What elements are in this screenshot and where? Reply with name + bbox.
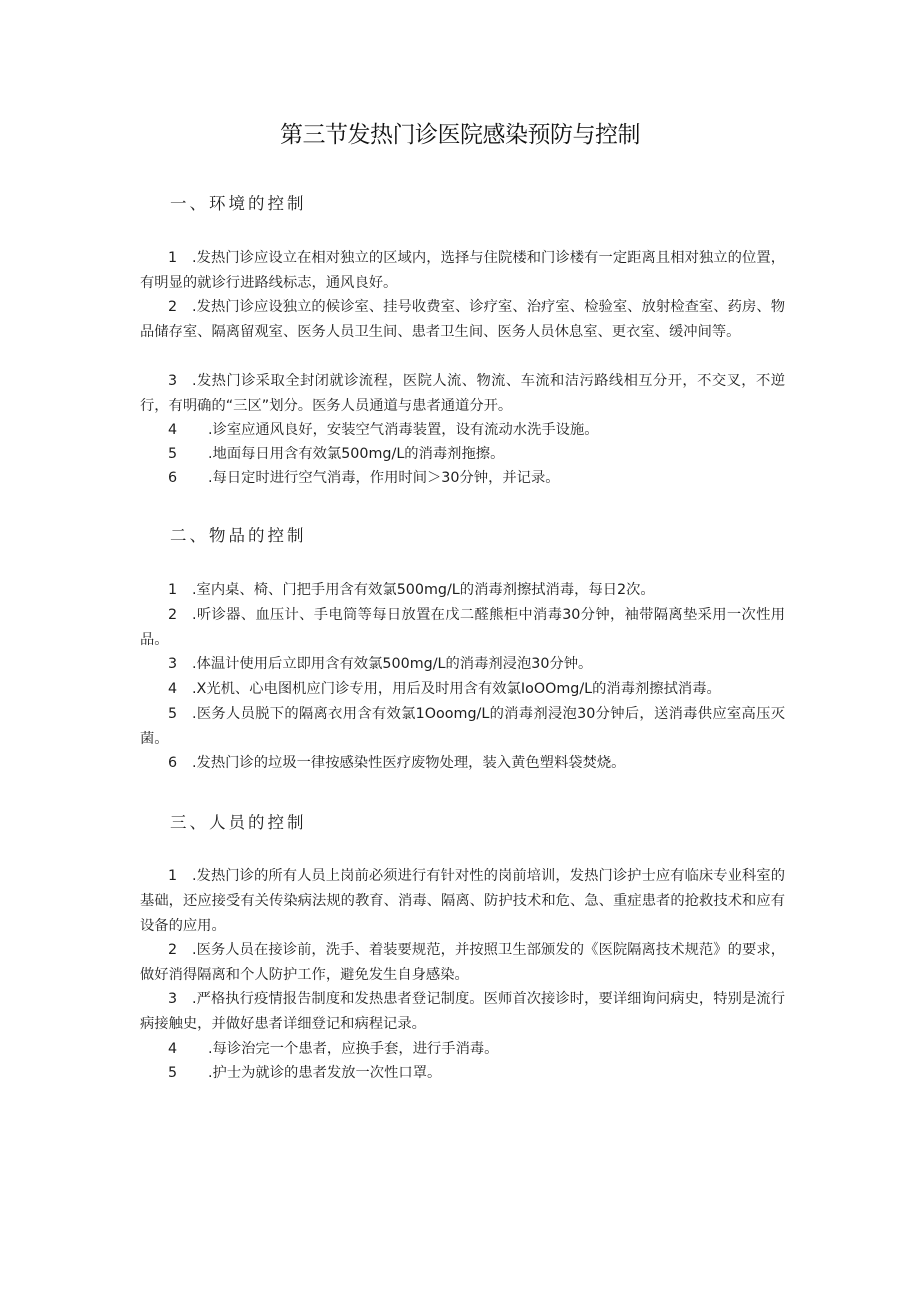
item-number: 5 bbox=[168, 1065, 178, 1081]
item-text: .护士为就诊的患者发放一次性口罩。 bbox=[208, 1065, 442, 1081]
item-text: .室内桌、椅、门把手用含有效氯500mg∕L的消毒剂擦拭消毒，每日2次。 bbox=[192, 582, 655, 598]
list-item bbox=[140, 1037, 785, 1062]
list-item bbox=[140, 751, 785, 776]
list-item bbox=[140, 578, 785, 603]
item-number: 2 bbox=[168, 607, 178, 623]
list-item bbox=[140, 295, 785, 345]
list-item bbox=[140, 652, 785, 677]
item-text: .诊室应通风良好，安装空气消毒装置，设有流动水洗手设施。 bbox=[208, 422, 599, 438]
list-item bbox=[140, 418, 785, 443]
item-text: .发热门诊应设立在相对独立的区域内，选择与住院楼和门诊楼有一定距离且相对独立的位置，有明显的就诊行进路线标志，通风良好。 bbox=[140, 250, 785, 291]
item-text: .X光机、心电图机应门诊专用，用后及时用含有效氯IoOOmg/L的消毒剂擦拭消毒。 bbox=[192, 681, 721, 697]
item-number: 6 bbox=[168, 755, 178, 771]
list-item bbox=[140, 369, 785, 419]
item-text: .发热门诊采取全封闭就诊流程，医院人流、物流、车流和洁污路线相互分开，不交叉，不逆行，有明确的“三区”划分。医务人员通道与患者通道分开。 bbox=[140, 373, 785, 414]
section-heading-personnel: 三、人员的控制 bbox=[170, 813, 307, 832]
list-item bbox=[140, 1061, 785, 1086]
item-number: 3 bbox=[168, 656, 178, 672]
section-heading-items: 二、物品的控制 bbox=[170, 526, 307, 545]
list-item bbox=[140, 603, 785, 653]
list-item bbox=[140, 466, 785, 491]
section-heading-environment: 一、环境的控制 bbox=[170, 194, 307, 213]
item-number: 6 bbox=[168, 470, 178, 486]
item-text: .地面每日用含有效氯500mg∕L的消毒剂拖擦。 bbox=[208, 446, 505, 462]
item-number: 4 bbox=[168, 1041, 178, 1057]
item-text: .听诊器、血压计、手电筒等每日放置在戊二醛熊柜中消毒30分钟，袖带隔离垫采用一次性用品。 bbox=[140, 607, 785, 648]
item-text: .每诊治完一个患者，应换手套，进行手消毒。 bbox=[208, 1041, 499, 1057]
item-number: 5 bbox=[168, 446, 178, 462]
page-title: 第三节发热门诊医院感染预防与控制 bbox=[280, 122, 640, 148]
item-text: .严格执行疫情报告制度和发热患者登记制度。医师首次接诊时，要详细询问病史，特别是流行病接触史，并做好患者详细登记和病程记录。 bbox=[140, 991, 785, 1032]
item-number: 1 bbox=[168, 582, 178, 598]
list-item bbox=[140, 677, 785, 702]
item-number: 4 bbox=[168, 422, 178, 438]
list-item bbox=[140, 702, 785, 752]
item-number: 2 bbox=[168, 299, 178, 315]
item-text: .体温计使用后立即用含有效氯500mg∕L的消毒剂浸泡30分钟。 bbox=[192, 656, 593, 672]
item-number: 3 bbox=[168, 373, 178, 389]
item-number: 4 bbox=[168, 681, 178, 697]
item-number: 5 bbox=[168, 706, 178, 722]
item-number: 2 bbox=[168, 942, 178, 958]
list-item bbox=[140, 442, 785, 467]
item-number: 3 bbox=[168, 991, 178, 1007]
list-item bbox=[140, 938, 785, 988]
item-text: .发热门诊的垃圾一律按感染性医疗废物处理，装入黄色塑料袋焚烧。 bbox=[192, 755, 626, 771]
item-text: .医务人员脱下的隔离衣用含有效氯1Ooomg/L的消毒剂浸泡30分钟后，送消毒供应室高压灭菌。 bbox=[140, 706, 785, 747]
list-item bbox=[140, 864, 785, 938]
item-number: 1 bbox=[168, 868, 178, 884]
item-text: .每日定时进行空气消毒，作用时间＞30分钟，并记录。 bbox=[208, 470, 560, 486]
item-text: .医务人员在接诊前，洗手、着装要规范，并按照卫生部颁发的《医院隔离技术规范》的要求，做好消得隔离和个人防护工作，避免发生自身感染。 bbox=[140, 942, 785, 983]
item-text: .发热门诊的所有人员上岗前必须进行有针对性的岗前培训，发热门诊护士应有临床专业科室的基础，还应接受有关传染病法规的教育、消毒、隔离、防护技术和危、急、重症患者的抢救技术和应有设备的应用。 bbox=[140, 868, 785, 934]
item-number: 1 bbox=[168, 250, 178, 266]
item-text: .发热门诊应设独立的候诊室、挂号收费室、诊疗室、治疗室、检验室、放射检查室、药房、物品储存室、隔离留观室、医务人员卫生间、患者卫生间、医务人员休息室、更衣室、缓冲间等。 bbox=[140, 299, 785, 340]
list-item bbox=[140, 246, 785, 296]
list-item bbox=[140, 987, 785, 1037]
